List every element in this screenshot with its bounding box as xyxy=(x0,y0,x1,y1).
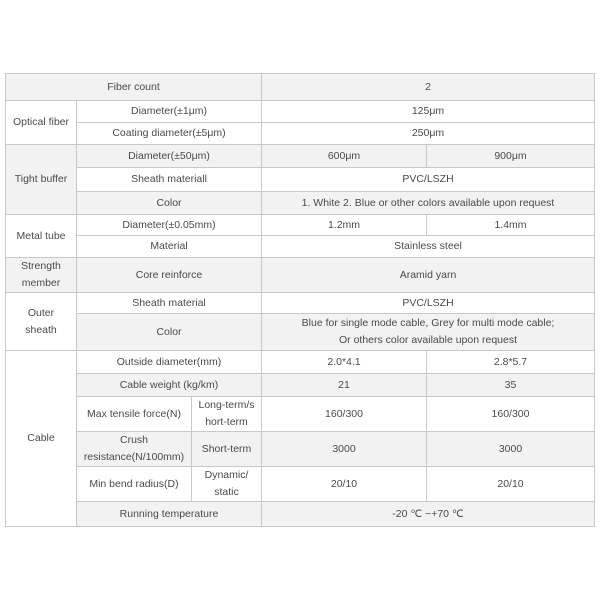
outer-color-value xyxy=(262,314,595,351)
outer-color-line2: Or others color available upon request xyxy=(338,334,518,346)
outer-material-value: PVC/LSZH xyxy=(262,293,595,314)
metal-material-value: Stainless steel xyxy=(262,236,595,258)
row-optical-diameter xyxy=(6,101,595,123)
bend-sub-line1: Dynamic/ xyxy=(204,469,249,481)
tight-color-label: Color xyxy=(77,192,262,215)
crush-v2: 3000 xyxy=(427,432,595,467)
spec-table xyxy=(5,73,595,527)
crush-sub: Short-term xyxy=(192,432,262,467)
group-metal-tube: Metal tube xyxy=(6,215,77,258)
temperature-label: Running temperature xyxy=(77,502,262,527)
row-cable-weight xyxy=(6,374,595,397)
row-outer-color xyxy=(6,314,595,351)
group-outer-sheath xyxy=(6,293,77,351)
group-strength-member xyxy=(6,258,77,293)
tensile-v1: 160/300 xyxy=(262,397,427,432)
tight-sheath-label: Sheath materiall xyxy=(77,168,262,192)
tight-diameter-v2: 900μm xyxy=(427,145,595,168)
coating-diameter-label: Coating diameter(±5μm) xyxy=(77,123,262,145)
row-outer-material xyxy=(6,293,595,314)
optical-diameter-label: Diameter(±1μm) xyxy=(77,101,262,123)
fiber-count-value: 2 xyxy=(262,74,595,101)
tensile-sub xyxy=(192,397,262,432)
row-running-temperature xyxy=(6,502,595,527)
outer-line1: Outer xyxy=(27,306,55,319)
outer-line2: sheath xyxy=(25,323,57,336)
bend-v2: 20/10 xyxy=(427,467,595,502)
tensile-sub-line2: hort-term xyxy=(205,416,248,428)
tight-diameter-v1: 600μm xyxy=(262,145,427,168)
core-reinforce-value: Aramid yarn xyxy=(262,258,595,293)
row-tight-diameter xyxy=(6,145,595,168)
tensile-label: Max tensile force(N) xyxy=(77,397,192,432)
cable-weight-v1: 21 xyxy=(262,374,427,397)
outside-diameter-v2: 2.8*5.7 xyxy=(427,351,595,374)
fiber-count-label: Fiber count xyxy=(6,74,262,101)
cable-weight-label: Cable weight (kg/km) xyxy=(77,374,262,397)
bend-sub xyxy=(192,467,262,502)
tensile-v2: 160/300 xyxy=(427,397,595,432)
metal-diameter-v2: 1.4mm xyxy=(427,215,595,236)
outside-diameter-v1: 2.0*4.1 xyxy=(262,351,427,374)
row-metal-diameter xyxy=(6,215,595,236)
strength-line1: Strength xyxy=(21,260,61,272)
row-tensile-force xyxy=(6,397,595,432)
tensile-sub-line1: Long-term/s xyxy=(198,399,255,411)
outer-color-label: Color xyxy=(77,314,262,351)
crush-label-line1: Crush xyxy=(119,434,148,446)
metal-diameter-v1: 1.2mm xyxy=(262,215,427,236)
row-metal-material xyxy=(6,236,595,258)
row-tight-sheath xyxy=(6,168,595,192)
tight-sheath-value: PVC/LSZH xyxy=(262,168,595,192)
group-cable: Cable xyxy=(6,351,77,527)
temperature-value: -20 ℃ ~+70 ℃ xyxy=(262,502,595,527)
core-reinforce-label: Core reinforce xyxy=(77,258,262,293)
crush-label xyxy=(77,432,192,467)
metal-diameter-label: Diameter(±0.05mm) xyxy=(77,215,262,236)
row-coating-diameter xyxy=(6,123,595,145)
row-outside-diameter xyxy=(6,351,595,374)
bend-label: Min bend radius(D) xyxy=(77,467,192,502)
row-crush-resistance xyxy=(6,432,595,467)
outer-material-label: Sheath material xyxy=(77,293,262,314)
coating-diameter-value: 250μm xyxy=(262,123,595,145)
outside-diameter-label: Outside diameter(mm) xyxy=(77,351,262,374)
row-bend-radius xyxy=(6,467,595,502)
bend-v1: 20/10 xyxy=(262,467,427,502)
group-tight-buffer: Tight buffer xyxy=(6,145,77,215)
cable-weight-v2: 35 xyxy=(427,374,595,397)
group-optical-fiber: Optical fiber xyxy=(6,101,77,145)
row-tight-color xyxy=(6,192,595,215)
bend-sub-line2: static xyxy=(214,486,239,498)
optical-diameter-value: 125μm xyxy=(262,101,595,123)
crush-v1: 3000 xyxy=(262,432,427,467)
row-core-reinforce xyxy=(6,258,595,293)
tight-diameter-label: Diameter(±50μm) xyxy=(77,145,262,168)
metal-material-label: Material xyxy=(77,236,262,258)
tight-color-value: 1. White 2. Blue or other colors available upon request xyxy=(262,192,595,215)
outer-color-line1: Blue for single mode cable, Grey for multi mode cable; xyxy=(301,317,555,329)
strength-line2: member xyxy=(21,277,61,289)
crush-label-line2: resistance(N/100mm) xyxy=(83,451,185,463)
row-fiber-count xyxy=(6,74,595,101)
